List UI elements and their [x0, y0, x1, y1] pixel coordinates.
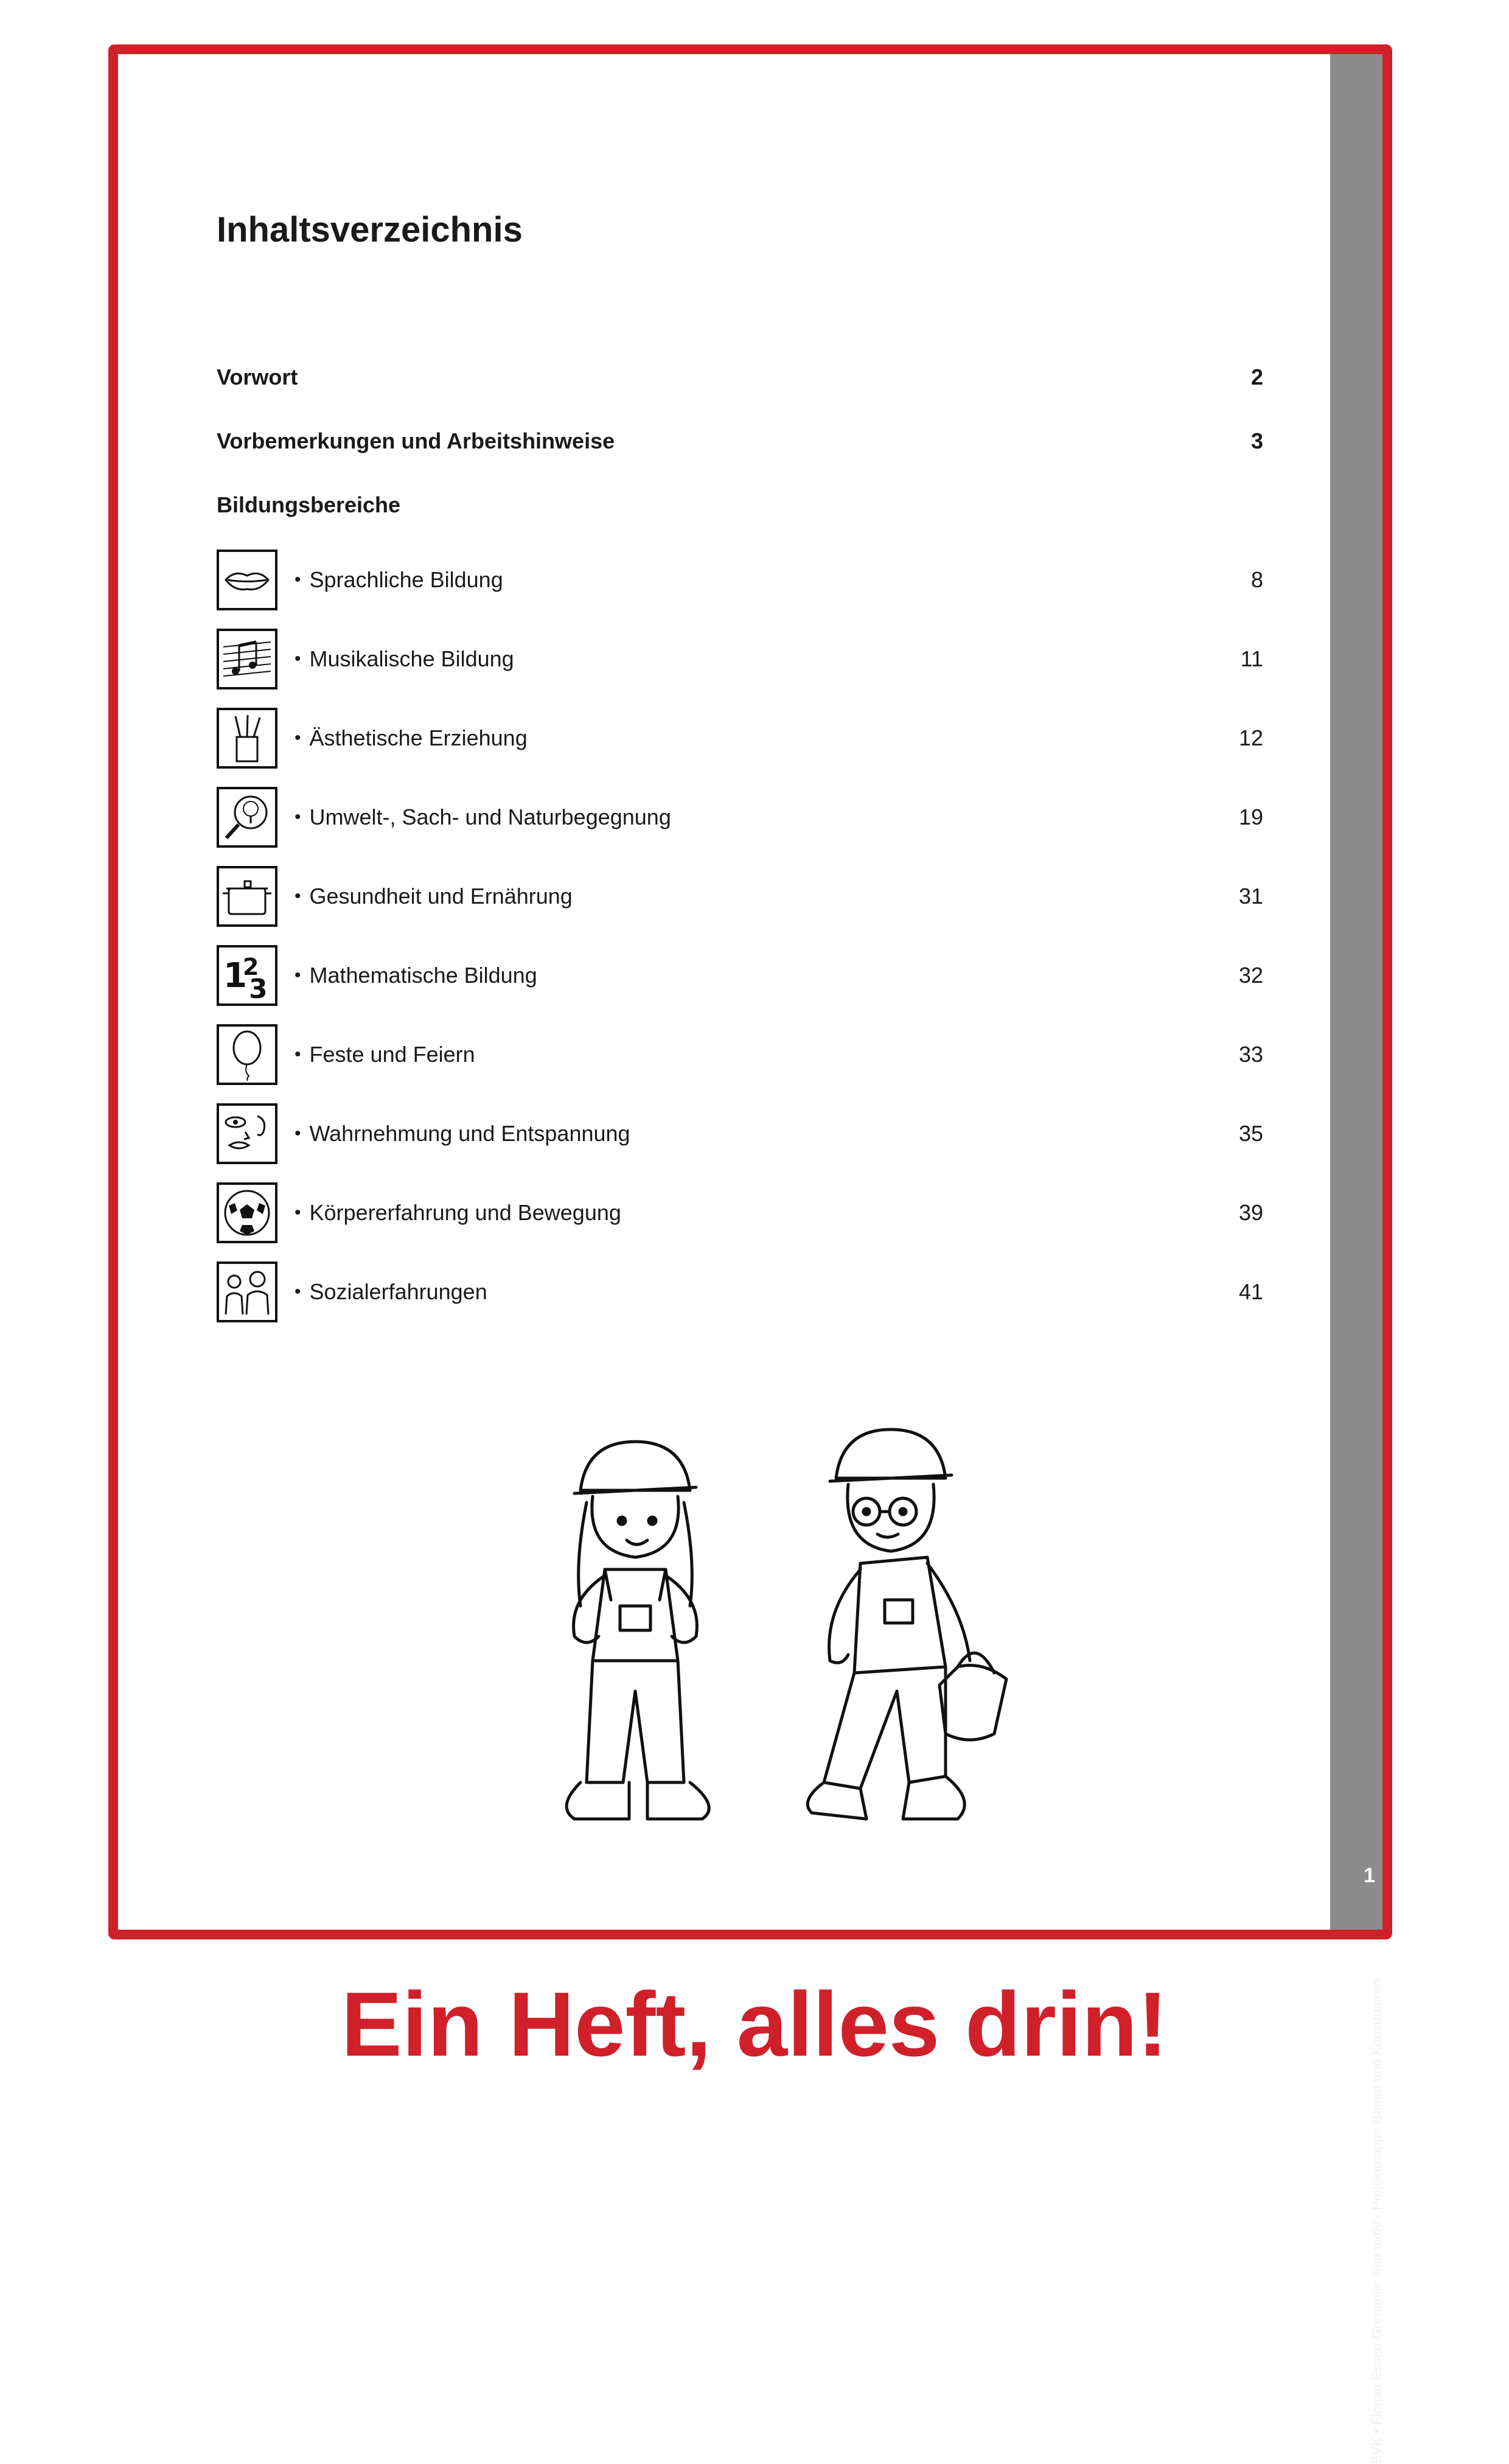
toc-row-sozialerfahrungen[interactable] — [217, 1259, 1263, 1325]
toc-label: Vorbemerkungen und Arbeitshinweise — [217, 428, 615, 453]
toc-page: 33 — [1238, 1042, 1263, 1067]
svg-text:2: 2 — [243, 954, 259, 980]
bullet: • — [294, 965, 301, 985]
page-title: Inhaltsverzeichnis — [217, 210, 523, 250]
toc-page: 12 — [1238, 725, 1263, 750]
toc-row-mathematische-bildung[interactable] — [217, 943, 1263, 1008]
toc-label: Körpererfahrung und Bewegung — [309, 1200, 621, 1225]
lips-icon — [217, 550, 277, 610]
toc-page: 11 — [1240, 646, 1263, 671]
toc-label: Sozialerfahrungen — [309, 1279, 487, 1304]
toc-page: 39 — [1238, 1200, 1263, 1225]
balloon-icon — [217, 1024, 277, 1085]
music-notes-icon — [217, 629, 277, 689]
toc-row-sprachliche-bildung[interactable] — [217, 547, 1263, 613]
toc-page: 35 — [1238, 1121, 1263, 1146]
children-builders-illustration — [483, 1405, 1116, 1868]
bullet: • — [294, 728, 301, 748]
side-note: BVK • Florian Essen-Grenadie: Kita aktiv · Projektmappe Bauen und Konstruieren — [1369, 1979, 1384, 2464]
toc-page: 32 — [1238, 963, 1263, 988]
slogan-headline: Ein Heft, alles drin! — [341, 1973, 1168, 2075]
bullet: • — [294, 1123, 301, 1143]
toc-row-musikalische-bildung[interactable] — [217, 626, 1263, 692]
toc-label: Feste und Feiern — [309, 1042, 475, 1067]
toc-row-gesundheit-ernaehrung[interactable] — [217, 864, 1263, 929]
toc-page: 31 — [1238, 884, 1263, 909]
toc-label: Vorwort — [217, 365, 298, 389]
toc-label: Gesundheit und Ernährung — [309, 884, 573, 909]
toc-row-feste-feiern[interactable] — [217, 1022, 1263, 1087]
toc-row-vorbemerkungen[interactable] — [217, 428, 1263, 454]
toc-row-umwelt-sach-naturbegegnung[interactable] — [217, 784, 1263, 850]
toc-row-aesthetische-erziehung[interactable] — [217, 705, 1263, 771]
bullet: • — [294, 570, 301, 590]
toc-row-bildungsbereiche — [217, 492, 1263, 518]
soccer-ball-icon — [217, 1182, 277, 1243]
toc-label: Mathematische Bildung — [309, 963, 537, 988]
toc-page: 2 — [1250, 365, 1263, 389]
svg-text:1: 1 — [223, 956, 247, 996]
toc-label: Umwelt-, Sach- und Naturbegegnung — [309, 804, 671, 829]
page-number: 1 — [1364, 1864, 1375, 1887]
toc-section-heading: Bildungsbereiche — [217, 492, 401, 517]
bullet: • — [294, 886, 301, 906]
bullet: • — [294, 1202, 301, 1223]
toc-row-wahrnehmung-entspannung[interactable] — [217, 1101, 1263, 1167]
bullet: • — [294, 1282, 301, 1302]
numbers-123-icon — [217, 945, 277, 1006]
toc-label: Ästhetische Erziehung — [309, 725, 528, 750]
toc-label: Musikalische Bildung — [309, 646, 514, 671]
toc-label: Wahrnehmung und Entspannung — [309, 1121, 630, 1146]
senses-face-icon — [217, 1103, 277, 1164]
children-group-icon — [217, 1262, 277, 1322]
pencil-cup-icon — [217, 708, 277, 769]
bullet: • — [294, 1044, 301, 1064]
side-strip — [1330, 54, 1382, 1930]
toc-page: 3 — [1250, 428, 1263, 453]
svg-text:3: 3 — [249, 974, 268, 1005]
toc-row-vorwort[interactable] — [217, 365, 1263, 390]
bullet: • — [294, 807, 301, 827]
toc-label: Sprachliche Bildung — [309, 567, 503, 592]
magnifier-tree-icon — [217, 787, 277, 848]
toc-row-koerpererfahrung-bewegung[interactable] — [217, 1180, 1263, 1246]
toc-page: 19 — [1238, 804, 1263, 829]
bullet: • — [294, 649, 301, 669]
toc-page: 8 — [1250, 567, 1263, 592]
toc-page: 41 — [1238, 1279, 1263, 1304]
cooking-pot-icon — [217, 866, 277, 927]
